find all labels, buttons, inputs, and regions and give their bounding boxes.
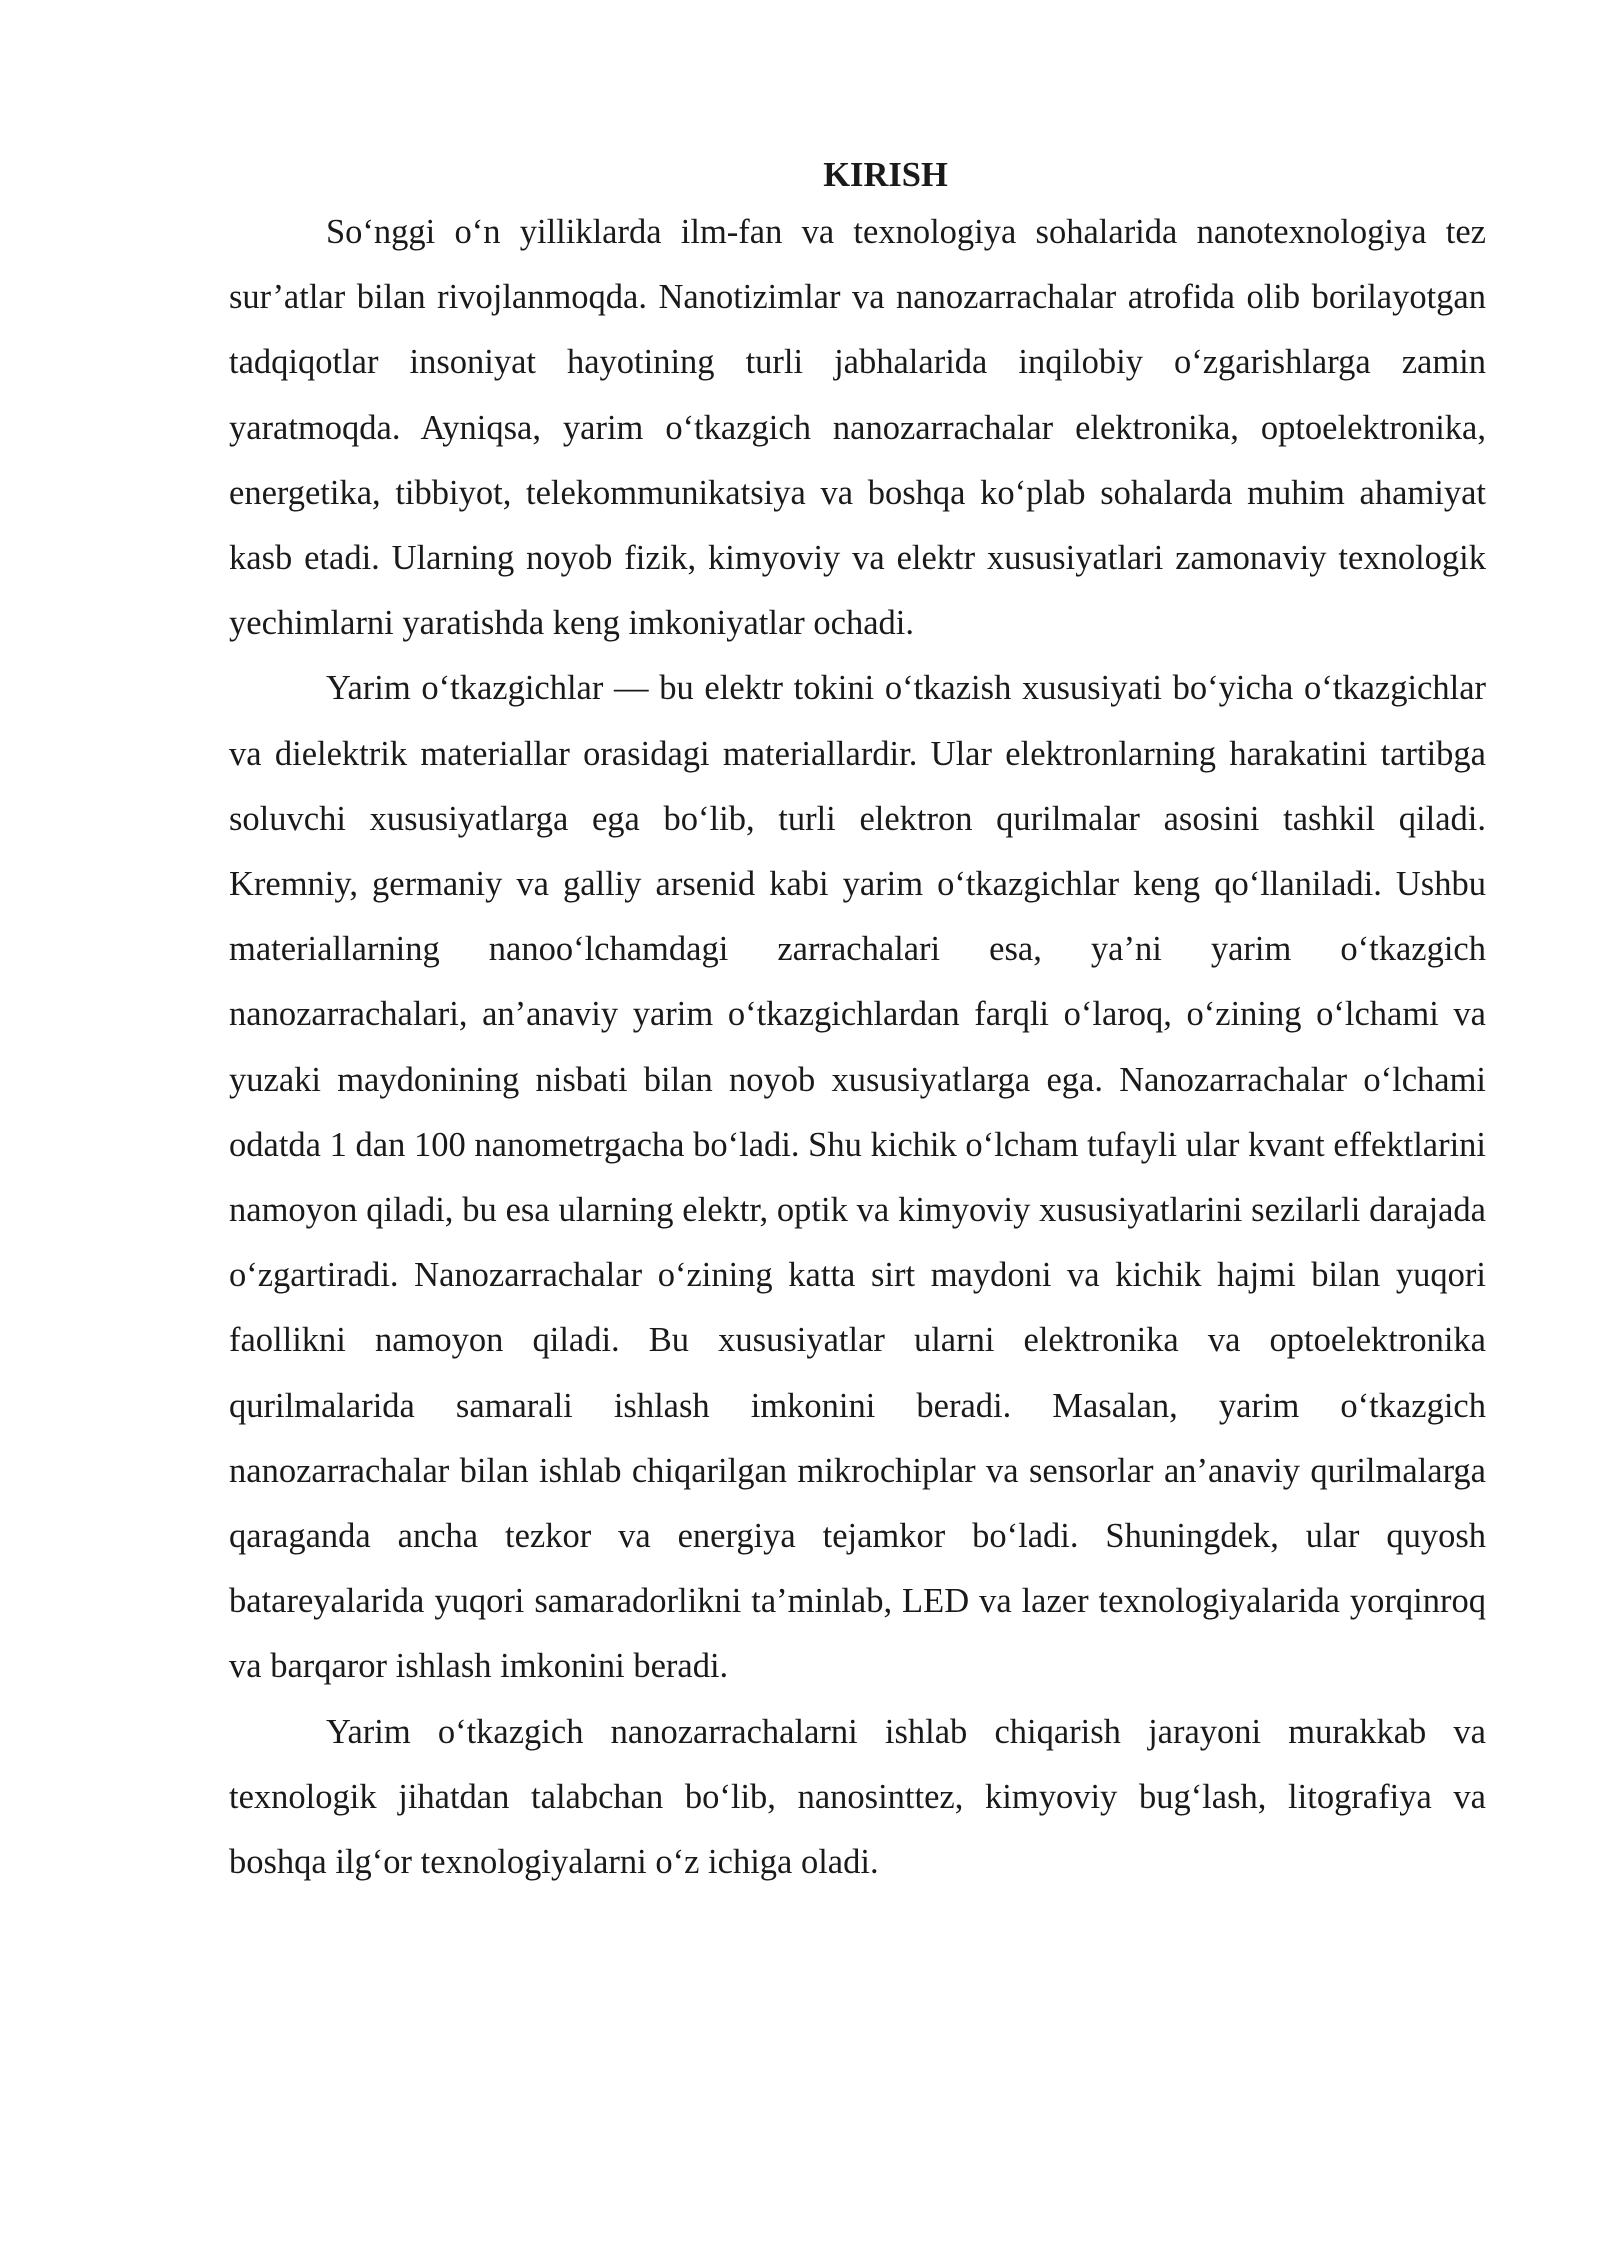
paragraph-3: Yarim o‘tkazgich nanozarrachalarni ishlab chiqarish jarayoni murakkab va texnologik jihatdan talabchan bo‘lib, nanosinttez, kimyoviy bug‘lash, litografiya va boshqa ilg‘or texnologiyalarni o‘z ichiga oladi.: [229, 1712, 1486, 1882]
page-title: KIRISH: [823, 156, 948, 194]
paragraph-1: So‘nggi o‘n yilliklarda ilm-fan va texnologiya sohalarida nanotexnologiya tez sur’atlar bilan rivojlanmoqda. Nanotizimlar va nanozarrachalar atrofida olib borilayotgan tadqiqotlar insoniyat hayotining turli jabhalarida inqilobiy o‘zgarishlarga zamin yaratmoqda. Ayniqsa, yarim o‘tkazgich nanozarrachalar elektronika, optoelektronika, energetika, tibbiyot, telekommunikatsiya va boshqa ko‘plab sohalarda muhim ahamiyat kasb etadi. Ularning noyob fizik, kimyoviy va elektr xususiyatlari zamonaviy texnologik yechimlarni yaratishda keng imkoniyatlar ochadi.: [229, 213, 1486, 643]
paragraph-2: Yarim o‘tkazgichlar — bu elektr tokini o‘tkazish xususiyati bo‘yicha o‘tkazgichlar va dielektrik materiallar orasidagi materiallardir. Ular elektronlarning harakatini tartibga soluvchi xususiyatlarga ega bo‘lib, turli elektron qurilmalar asosini tashkil qiladi. Kremniy, germaniy va galliy arsenid kabi yarim o‘tkazgichlar keng qo‘llaniladi. Ushbu materiallarning nanoo‘lchamdagi zarrachalari esa, ya’ni yarim o‘tkazgich nanozarrachalari, an’anaviy yarim o‘tkazgichlardan farqli o‘laroq, o‘zining o‘lchami va yuzaki maydonining nisbati bilan noyob xususiyatlarga ega. Nanozarrachalar o‘lchami odatda 1 dan 100 nanometrgacha bo‘ladi. Shu kichik o‘lcham tufayli ular kvant effektlarini namoyon qiladi, bu esa ularning elektr, optik va kimyoviy xususiyatlarini sezilarli darajada o‘zgartiradi. Nanozarrachalar o‘zining katta sirt maydoni va kichik hajmi bilan yuqori faollikni namoyon qiladi. Bu xususiyatlar ularni elektronika va optoelektronika qurilmalarida samarali ishlash imkonini beradi. Masalan, yarim o‘tkazgich nanozarrachalar bilan ishlab chiqarilgan mikrochiplar va sensorlar an’anaviy qurilmalarga qaraganda ancha tezkor va energiya tejamkor bo‘ladi. Shuningdek, ular quyosh batareyalarida yuqori samaradorlikni ta’minlab, LED va lazer texnologiyalarida yorqinroq va barqaror ishlash imkonini beradi.: [229, 669, 1486, 1686]
document-body: [229, 150, 1486, 1895]
